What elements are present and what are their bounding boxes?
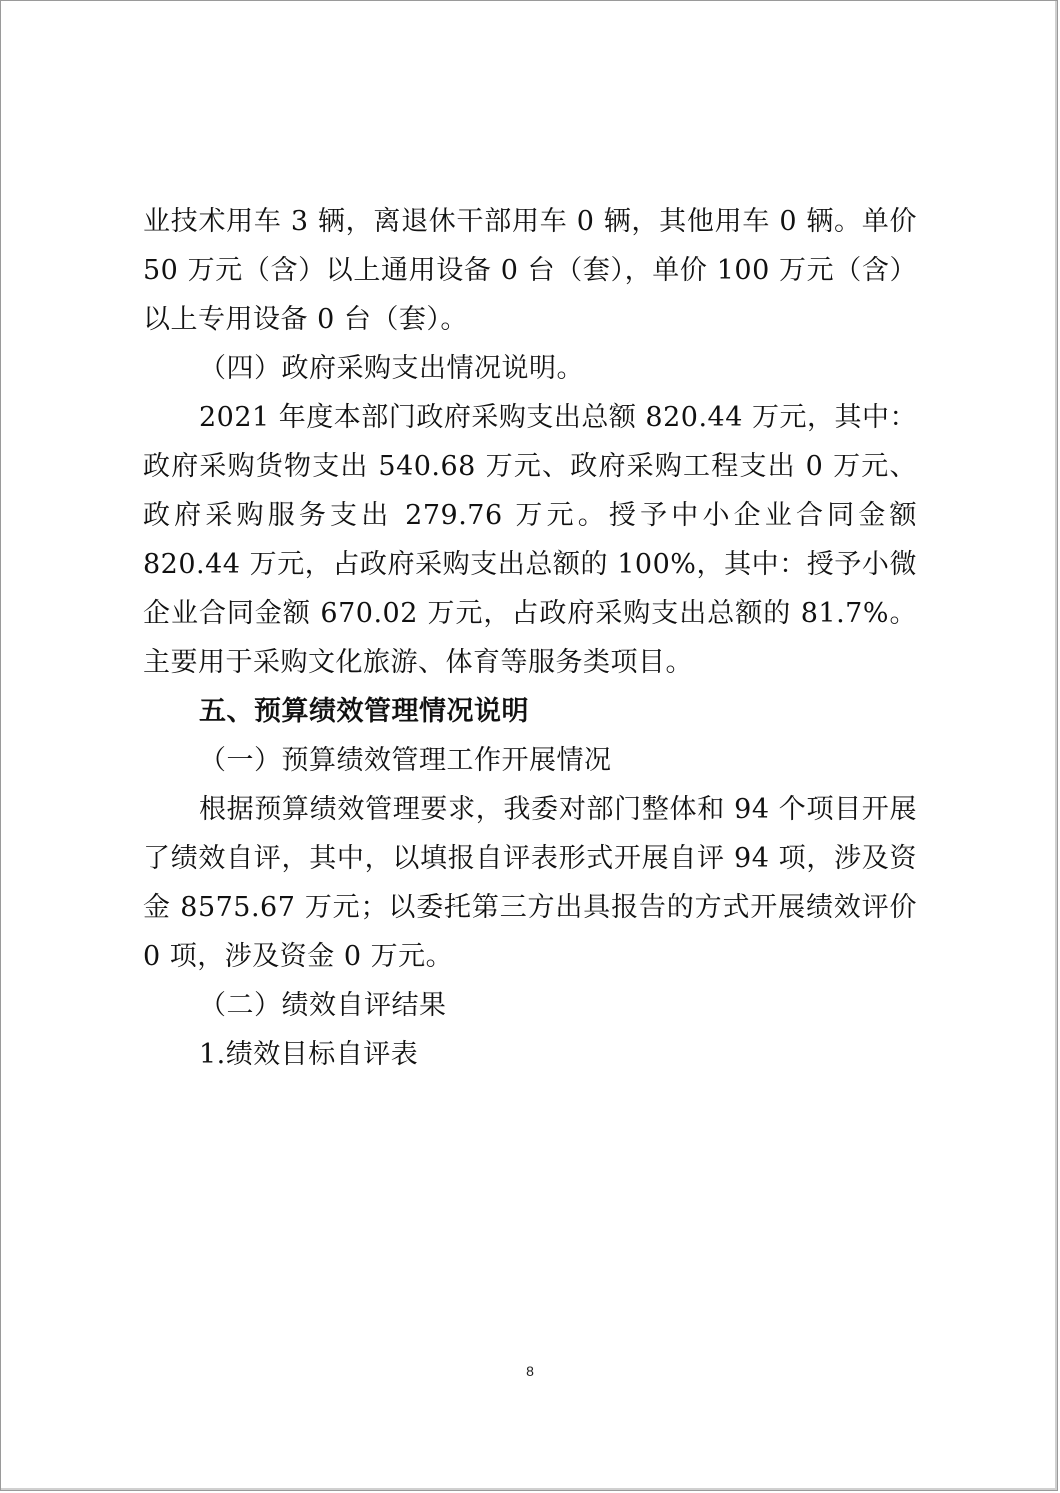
paragraph-procurement: 2021 年度本部门政府采购支出总额 820.44 万元，其中：政府采购货物支出 540.68 万元、政府采购工程支出 0 万元、政府采购服务支出 279.76 万元。授予中小企业合同金额 820.44 万元，占政府采购支出总额的 100%，其中：授予小微企业合同金额 670.02 万元，占政府采购支出总额的 81.7%。主要用于采购文化旅游、体育等服务类项目。 [143,402,917,678]
item-one-heading: 1.绩效目标自评表 [199,1039,419,1070]
page-number: 8 [526,1363,534,1379]
document-body [143,197,917,1079]
subsection-two-heading: （二）绩效自评结果 [199,990,447,1021]
paragraph-performance-self-evaluation: 根据预算绩效管理要求，我委对部门整体和 94 个项目开展了绩效自评，其中，以填报自评表形式开展自评 94 项，涉及资金 8575.67 万元；以委托第三方出具报告的方式开展绩效评价 0 项，涉及资金 0 万元。 [143,794,917,972]
section-five-heading: 五、预算绩效管理情况说明 [199,696,529,727]
subsection-one-heading: （一）预算绩效管理工作开展情况 [199,745,612,776]
paragraph-vehicles-continued: 业技术用车 3 辆，离退休干部用车 0 辆，其他用车 0 辆。单价 50 万元（含）以上通用设备 0 台（套），单价 100 万元（含）以上专用设备 0 台（套）。 [143,206,917,335]
section-four-heading: （四）政府采购支出情况说明。 [199,353,584,384]
